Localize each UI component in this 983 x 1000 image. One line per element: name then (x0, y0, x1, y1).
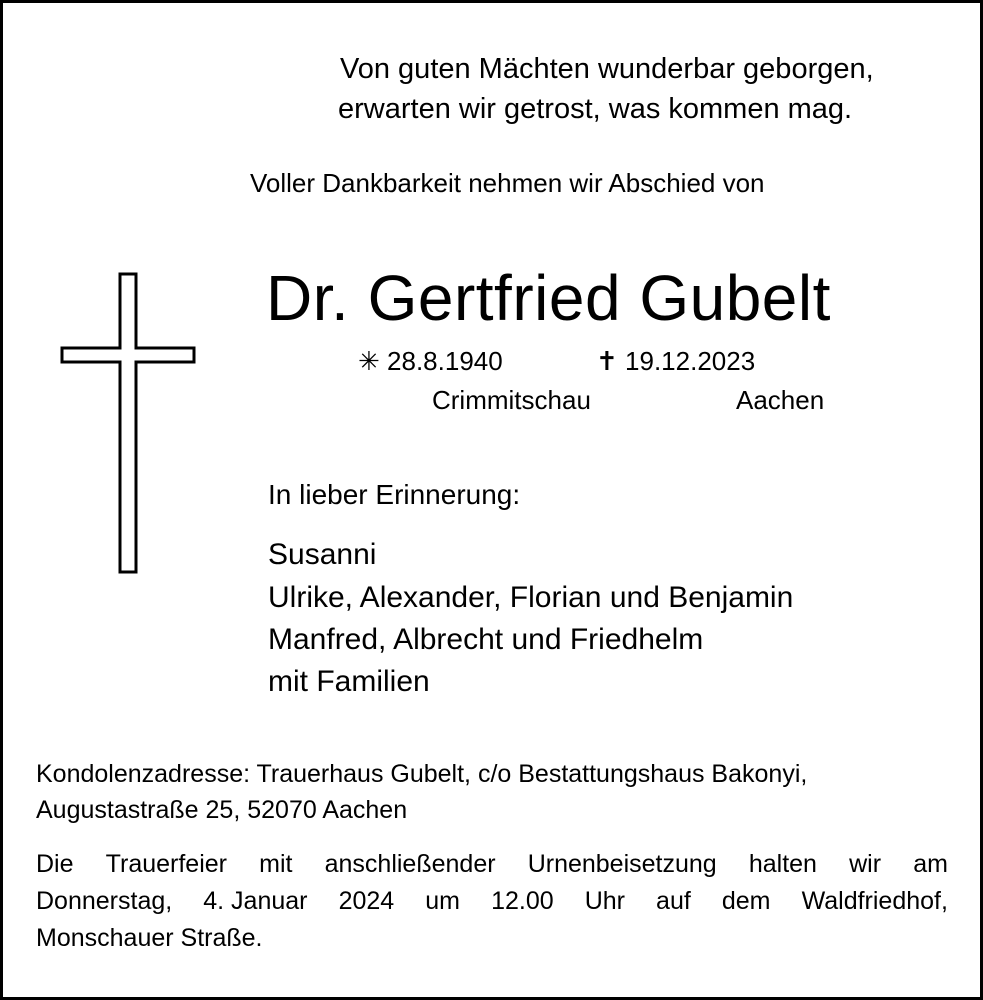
condolence-address-line-2: Augustastraße 25, 52070 Aachen (36, 796, 408, 824)
ceremony-word: 12.00 (491, 887, 554, 915)
birth-star-icon: ✳ (358, 346, 380, 376)
deceased-name: Dr. Gertfried Gubelt (266, 262, 831, 334)
ceremony-word: auf (656, 887, 691, 915)
mourner-line: Susanni (268, 538, 377, 571)
birth-date: 28.8.1940 (387, 346, 503, 376)
verse-line-2: erwarten wir getrost, was kommen mag. (338, 93, 853, 125)
ceremony-word: halten (748, 850, 817, 878)
condolence-address-line-1: Kondolenzadresse: Trauerhaus Gubelt, c/o Bestattungshaus Bakonyi, (36, 760, 808, 788)
ceremony-word: Trauerfeier (105, 850, 227, 878)
ceremony-word: Donnerstag, (36, 887, 173, 915)
birth-place: Crimmitschau (432, 385, 591, 415)
death-cross-icon: ✝ (596, 346, 618, 376)
verse-line-1: Von guten Mächten wunderbar geborgen, (340, 53, 874, 85)
ceremony-line-3: Monschauer Straße. (36, 924, 263, 952)
ceremony-word: Uhr (584, 887, 625, 915)
ceremony-word: Urnenbeisetzung (527, 850, 717, 878)
death-date-line (596, 348, 755, 374)
mourner-line: Manfred, Albrecht und Friedhelm (268, 623, 704, 656)
memory-heading: In lieber Erinnerung: (268, 479, 521, 510)
death-date: 19.12.2023 (625, 346, 756, 376)
ceremony-line-2 (36, 889, 948, 914)
mourner-line: Ulrike, Alexander, Florian und Benjamin (268, 581, 794, 614)
ceremony-word: 4. Januar (203, 887, 308, 915)
birth-date-line (358, 348, 503, 374)
ceremony-word: Waldfriedhof, (801, 887, 948, 915)
mourner-line: mit Familien (268, 665, 430, 698)
ceremony-word: anschließender (324, 850, 496, 878)
ceremony-word: 2024 (338, 887, 395, 915)
ceremony-word: wir (849, 850, 882, 878)
ceremony-word: Die (36, 850, 74, 878)
cross-icon (58, 272, 198, 576)
ceremony-word: um (425, 887, 460, 915)
ceremony-word: mit (259, 850, 293, 878)
intro-text: Voller Dankbarkeit nehmen wir Abschied von (250, 168, 765, 198)
ceremony-word: dem (721, 887, 771, 915)
death-place: Aachen (736, 385, 825, 415)
ceremony-word: am (913, 850, 948, 878)
ceremony-line-1 (36, 852, 948, 877)
